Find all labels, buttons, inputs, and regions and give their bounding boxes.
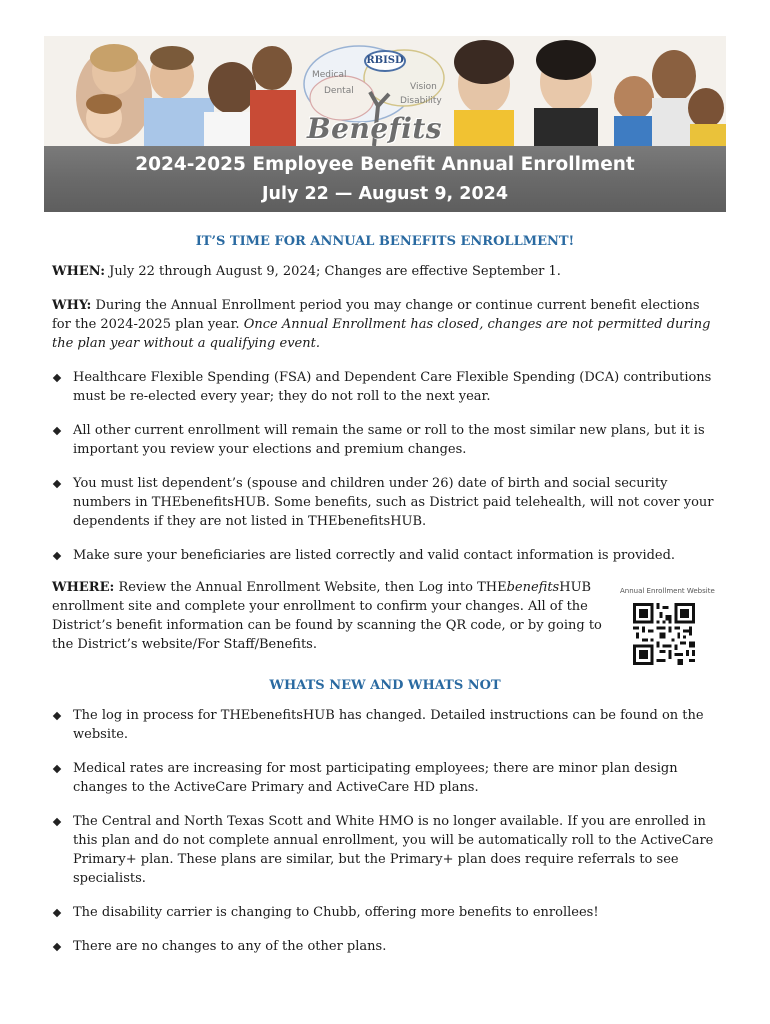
where-label: WHERE: bbox=[52, 580, 115, 595]
tree-word-dental: Dental bbox=[324, 86, 354, 96]
list-item bbox=[52, 546, 720, 565]
where-paragraph bbox=[52, 578, 612, 654]
list-item bbox=[52, 903, 720, 922]
list-item bbox=[52, 759, 720, 797]
list-item bbox=[52, 812, 720, 888]
benefits-logo-word: Benefits bbox=[307, 112, 443, 145]
why-label: WHY: bbox=[52, 298, 92, 313]
bullet-text: All other current enrollment will remain the same or roll to the most similar new plans, but it is important you review your elections and premium changes. bbox=[73, 423, 705, 457]
qr-caption: Annual Enrollment Website bbox=[620, 587, 715, 595]
banner-title: 2024-2025 Employee Benefit Annual Enrollment bbox=[135, 154, 635, 175]
list-item bbox=[52, 937, 720, 956]
tree-word-medical: Medical bbox=[312, 70, 347, 80]
when-paragraph bbox=[52, 262, 720, 281]
bullet-text: The disability carrier is changing to Chubb, offering more benefits to enrollees! bbox=[73, 905, 599, 920]
bullet-diamond-icon bbox=[53, 712, 61, 720]
list-item bbox=[52, 706, 720, 744]
list-item bbox=[52, 474, 720, 531]
bullet-text: Healthcare Flexible Spending (FSA) and Dependent Care Flexible Spending (DCA) contributions must be re-elected every year; they do not roll to the next year. bbox=[73, 370, 712, 404]
bullet-text: You must list dependent’s (spouse and children under 26) date of birth and social security numbers in THEbenefitsHUB. Some benefits, such as District paid telehealth, will not cover your dependents if they are not listed in THEbenefitsHUB. bbox=[73, 476, 714, 529]
bullet-text: There are no changes to any of the other plans. bbox=[73, 939, 387, 954]
banner-dates: July 22 — August 9, 2024 bbox=[262, 184, 508, 204]
bullet-diamond-icon bbox=[53, 374, 61, 382]
bullet-text: The Central and North Texas Scott and White HMO is no longer available. If you are enrolled in this plan and do not complete annual enrollment, you will be automatically roll to the ActiveCare Primary+ plan. These plans are similar, but the Primary+ plan does require referrals to see specialists. bbox=[73, 814, 714, 886]
bullet-diamond-icon bbox=[53, 818, 61, 826]
section-heading-whats-new: WHATS NEW AND WHATS NOT bbox=[269, 678, 501, 693]
main-headline: IT’S TIME FOR ANNUAL BENEFITS ENROLLMENT! bbox=[195, 234, 575, 249]
annual-enrollment-notes bbox=[52, 368, 720, 565]
list-item bbox=[52, 368, 720, 406]
bullet-diamond-icon bbox=[53, 943, 61, 951]
bullet-diamond-icon bbox=[53, 909, 61, 917]
why-italic-note: Once Annual Enrollment has closed, changes are not permitted during the plan year without a qualifying event. bbox=[52, 317, 711, 351]
when-text: July 22 through August 9, 2024; Changes are effective September 1. bbox=[105, 264, 561, 279]
why-paragraph bbox=[52, 296, 720, 353]
bullet-text: Make sure your beneficiaries are listed correctly and valid contact information is provided. bbox=[73, 548, 676, 563]
where-text-after: HUB enrollment site and complete your enrollment to confirm your changes. All of the District’s benefit information can be found by scanning the QR code, or by going to the District’s website/For Staff/Benefits. bbox=[52, 580, 602, 652]
tree-word-vision: Vision bbox=[410, 82, 437, 92]
bullet-diamond-icon bbox=[53, 552, 61, 560]
qr-code-icon[interactable] bbox=[633, 603, 695, 665]
district-logo: RBISD bbox=[364, 50, 406, 72]
why-text: During the Annual Enrollment period you may change or continue current benefit elections for the 2024-2025 plan year. bbox=[52, 298, 700, 332]
when-label: WHEN: bbox=[52, 264, 106, 279]
list-item bbox=[52, 421, 720, 459]
bullet-diamond-icon bbox=[53, 480, 61, 488]
bullet-diamond-icon bbox=[53, 427, 61, 435]
banner-title-bar bbox=[44, 146, 726, 212]
tree-word-disability: Disability bbox=[400, 96, 442, 106]
header-banner bbox=[44, 36, 726, 212]
bullet-diamond-icon bbox=[53, 765, 61, 773]
whats-new-list bbox=[52, 706, 720, 956]
bullet-text: The log in process for THEbenefitsHUB has changed. Detailed instructions can be found on the website. bbox=[73, 708, 704, 742]
where-text: Review the Annual Enrollment Website, then Log into THE bbox=[114, 580, 507, 595]
where-italic: benefits bbox=[506, 580, 560, 595]
bullet-text: Medical rates are increasing for most participating employees; there are minor plan design changes to the ActiveCare Primary and ActiveCare HD plans. bbox=[73, 761, 678, 795]
